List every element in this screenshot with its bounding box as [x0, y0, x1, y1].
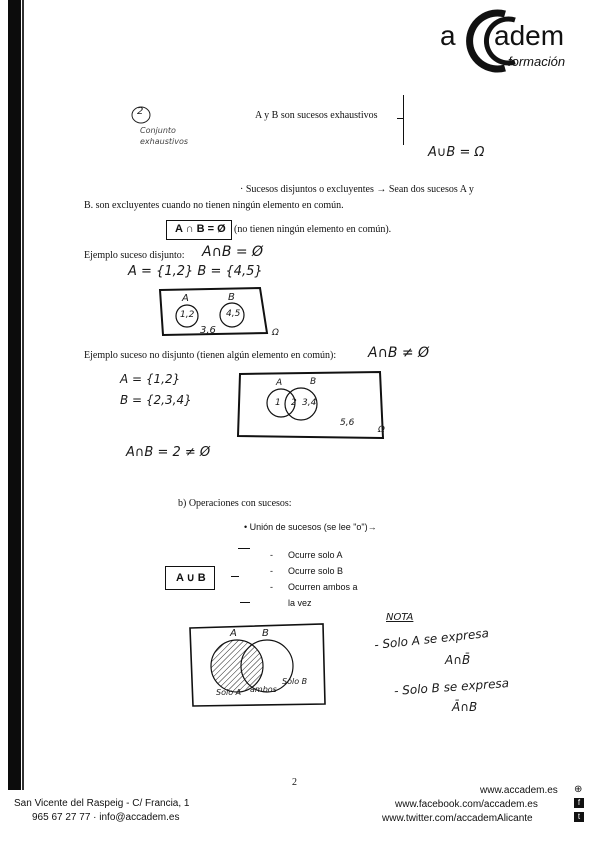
non-disjoint-outside: 5,6	[340, 418, 355, 428]
disjoint-box-formula: A ∩ B = Ø	[175, 223, 226, 235]
set-a: A = {1,2}	[120, 372, 181, 386]
non-disjoint-omega: Ω	[378, 425, 385, 435]
option-3: Ocurren ambos a	[288, 582, 358, 592]
circled-number: 2	[137, 106, 144, 117]
disjoint-example-label: Ejemplo suceso disjunto:	[84, 250, 185, 261]
footer-contact: 965 67 27 77 · info@accadem.es	[32, 812, 180, 823]
union-venn-diagram	[185, 620, 330, 710]
disjoint-label-a: A	[182, 293, 189, 304]
union-ambos: ambos	[250, 685, 277, 694]
dash	[397, 118, 403, 119]
non-disjoint-label-a: A	[276, 378, 283, 388]
logo-text: adem	[494, 20, 565, 51]
disjoint-heading: · Sucesos disjuntos o excluyentes → Sean dos sucesos A y	[240, 184, 474, 195]
nota-line1: - Solo A se expresa	[373, 626, 490, 652]
disjoint-a-items: 1,2	[180, 310, 195, 320]
non-disjoint-label-b: B	[310, 377, 317, 387]
set-b: B = {2,3,4}	[120, 393, 192, 407]
option-2: Ocurre solo B	[288, 566, 344, 576]
union-box-label: A ∪ B	[176, 572, 206, 584]
union-solo-b: Solo B	[282, 677, 308, 686]
twitter-icon: t	[574, 812, 584, 822]
logo	[440, 6, 590, 76]
disjoint-label-b: B	[228, 292, 235, 303]
left-binding-bar	[8, 0, 21, 790]
non-disjoint-formula: A∩B ≠ Ø	[368, 345, 430, 361]
non-disjoint-a-items: 1	[275, 398, 281, 408]
brace	[403, 95, 412, 145]
option-3-marker: -	[270, 582, 273, 592]
disjoint-outside: 3,6	[200, 325, 216, 336]
union-box	[165, 566, 215, 590]
exhaustive-formula: A∪B = Ω	[428, 145, 485, 160]
operations-heading: b) Operaciones con sucesos:	[178, 498, 292, 509]
exhaustive-statement: A y B son sucesos exhaustivos	[255, 110, 378, 121]
non-disjoint-result: A∩B = 2 ≠ Ø	[126, 445, 211, 460]
non-disjoint-b-items: 3,4	[302, 398, 317, 408]
footer-twitter[interactable]: www.twitter.com/accademAlicante	[382, 813, 533, 824]
top-dash	[238, 548, 250, 549]
option-2-marker: -	[270, 566, 273, 576]
disjoint-example-formula: A∩B = Ø	[202, 244, 264, 260]
footer-address: San Vicente del Raspeig - C/ Francia, 1	[14, 798, 190, 809]
disjoint-box-note: (no tienen ningún elemento en común).	[234, 224, 392, 235]
disjoint-formula-box	[166, 220, 232, 240]
disjoint-sets: A = {1,2} B = {4,5}	[128, 264, 263, 279]
page-number: 2	[292, 777, 297, 788]
union-label-a: A	[230, 628, 237, 639]
bottom-dash	[240, 602, 250, 603]
union-title: • Unión de sucesos (se lee "o")→	[244, 522, 377, 532]
arrow-dash	[231, 576, 239, 577]
footer-web[interactable]: www.accadem.es	[480, 785, 558, 796]
disjoint-line2: B. son excluyentes cuando no tienen ningún elemento en común.	[84, 200, 344, 211]
logo-subtitle: formación	[508, 54, 566, 69]
disjoint-b-items: 4,5	[226, 309, 241, 319]
nota-formula2: Ā∩B	[452, 700, 478, 714]
nota-title: NOTA	[386, 612, 414, 623]
facebook-icon: f	[574, 798, 584, 808]
disjoint-venn-diagram	[155, 285, 290, 345]
option-4: la vez	[288, 598, 312, 608]
left-binding-line	[22, 0, 24, 790]
globe-icon: ⊕	[574, 784, 583, 795]
option-1: Ocurre solo A	[288, 550, 343, 560]
option-1-marker: -	[270, 550, 273, 560]
nota-formula1: A∩B̄	[445, 653, 471, 667]
exhaustive-note: Conjunto exhaustivos	[140, 126, 189, 146]
footer-facebook[interactable]: www.facebook.com/accadem.es	[395, 799, 538, 810]
nota-line2: - Solo B se expresa	[393, 676, 510, 698]
union-solo-a: Solo A	[216, 688, 242, 697]
union-label-b: B	[262, 628, 269, 639]
logo-a: a	[440, 20, 456, 51]
non-disjoint-common: 2	[291, 398, 297, 408]
non-disjoint-label: Ejemplo suceso no disjunto (tienen algún elemento en común):	[84, 350, 337, 361]
disjoint-omega: Ω	[272, 328, 279, 338]
